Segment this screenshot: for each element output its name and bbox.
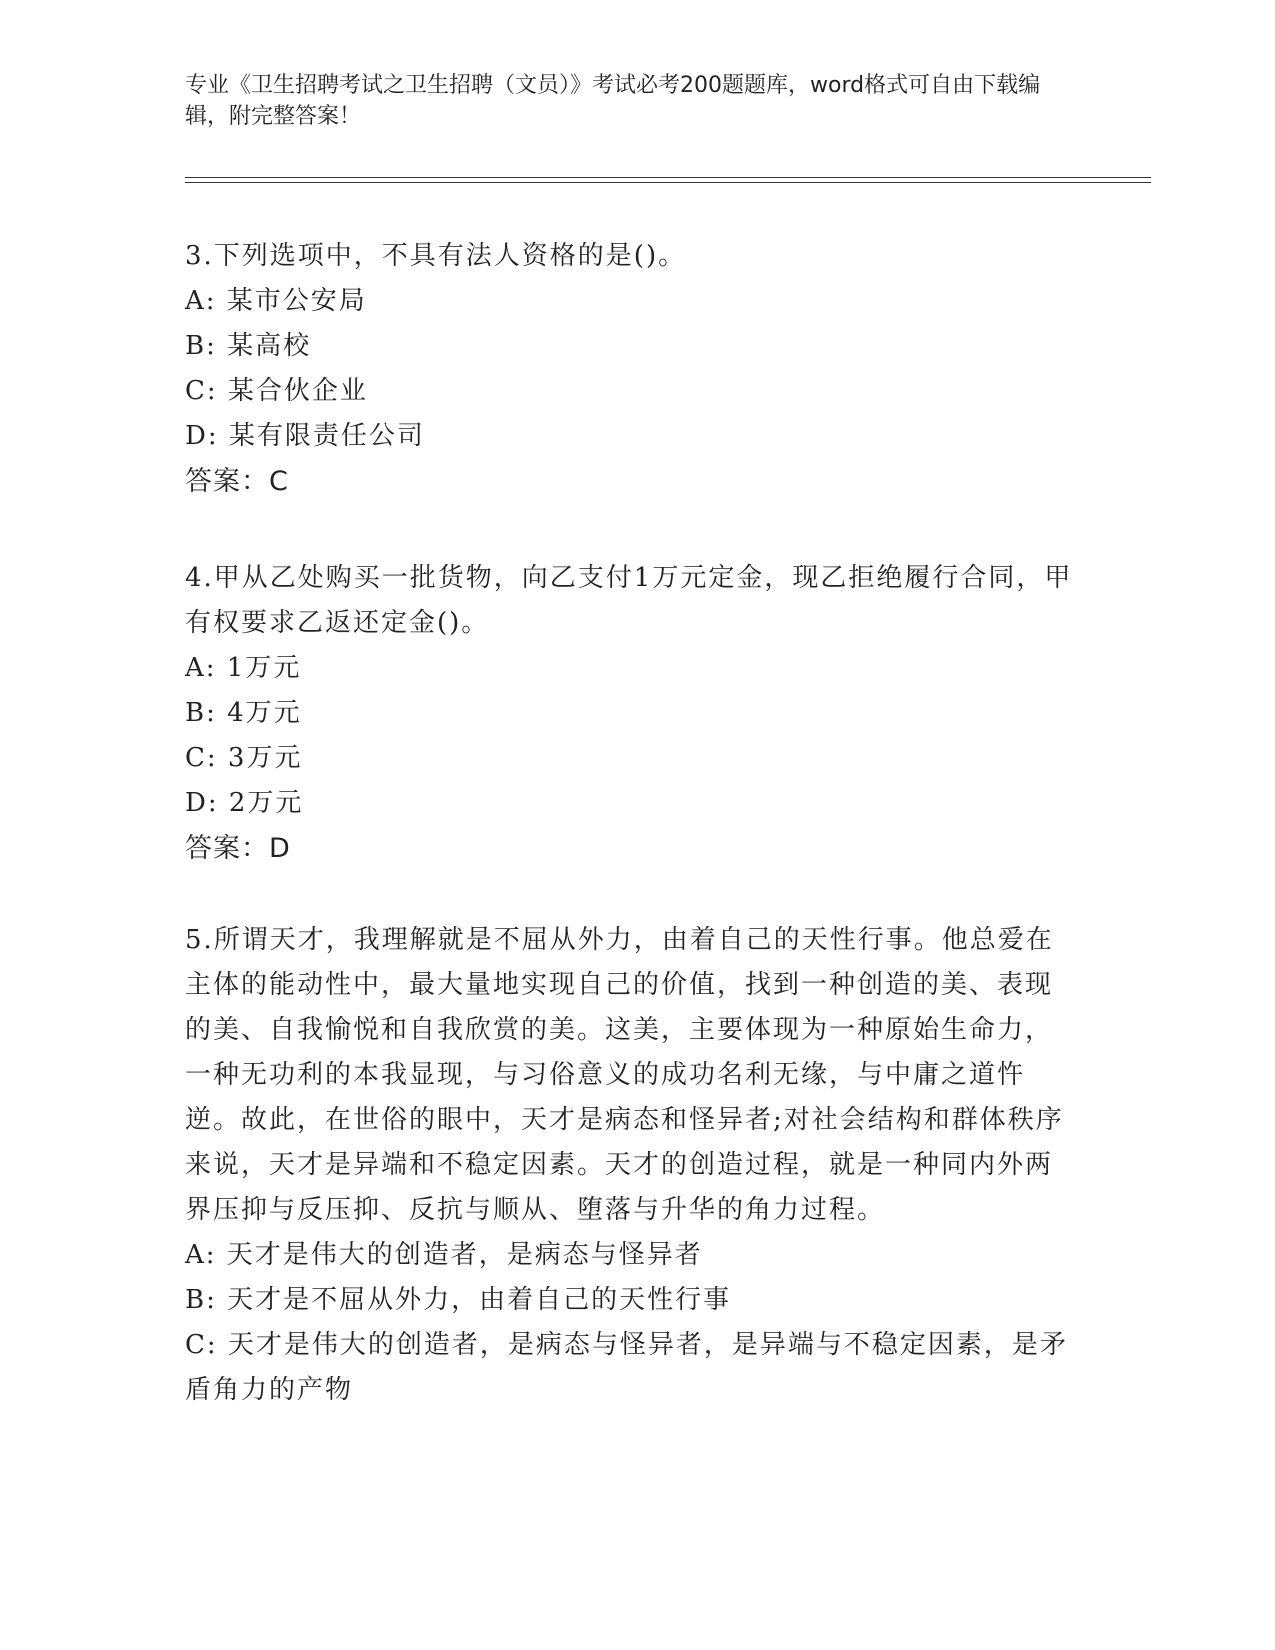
option-b: B: 4万元 xyxy=(185,698,302,728)
option-a: A: 某市公安局 xyxy=(185,286,367,316)
option-d: D: 2万元 xyxy=(185,788,304,818)
question-stem: 5.所谓天才，我理解就是不屈从外力，由着自己的天性行事。他总爱在主体的能动性中，最大量地实现自己的价值，找到一种创造的美、表现的美、自我愉悦和自我欣赏的美。这美，主要体现为一种原始生命力，一种无功利的本我显现，与习俗意义的成功名利无缘，与中庸之道忤逆。故此，在世俗的眼中，天才是病态和怪异者;对社会结构和群体秩序来说，天才是异端和不稳定因素。天才的创造过程，就是一种同内外两界压抑与反压抑、反抗与顺从、堕落与升华的角力过程。 xyxy=(185,925,1064,1225)
question-3 xyxy=(185,234,1075,504)
question-stem: 3.下列选项中，不具有法人资格的是()。 xyxy=(185,241,687,271)
question-4 xyxy=(185,556,1075,871)
document-header-title: 专业《卫生招聘考试之卫生招聘（文员）》考试必考200题题库，word格式可自由下载编辑，附完整答案！ xyxy=(185,73,1041,129)
option-d: D: 某有限责任公司 xyxy=(185,421,425,451)
header-divider-top xyxy=(185,177,1151,178)
answer-label: 答案：D xyxy=(185,833,291,864)
option-b: B: 某高校 xyxy=(185,331,312,361)
option-c: C: 某合伙企业 xyxy=(185,376,368,406)
option-c: C: 3万元 xyxy=(185,743,303,773)
question-stem: 4.甲从乙处购买一批货物，向乙支付1万元定金，现乙拒绝履行合同，甲有权要求乙返还定金()。 xyxy=(185,563,1073,638)
answer-label: 答案：C xyxy=(185,466,289,497)
option-a: A: 天才是伟大的创造者，是病态与怪异者 xyxy=(185,1240,703,1270)
header-divider-bottom xyxy=(185,182,1151,183)
option-b: B: 天才是不屈从外力，由着自己的天性行事 xyxy=(185,1285,732,1315)
option-c: C: 天才是伟大的创造者，是病态与怪异者，是异端与不稳定因素，是矛盾角力的产物 xyxy=(185,1330,1068,1405)
question-5 xyxy=(185,918,1075,1413)
option-a: A: 1万元 xyxy=(185,653,302,683)
